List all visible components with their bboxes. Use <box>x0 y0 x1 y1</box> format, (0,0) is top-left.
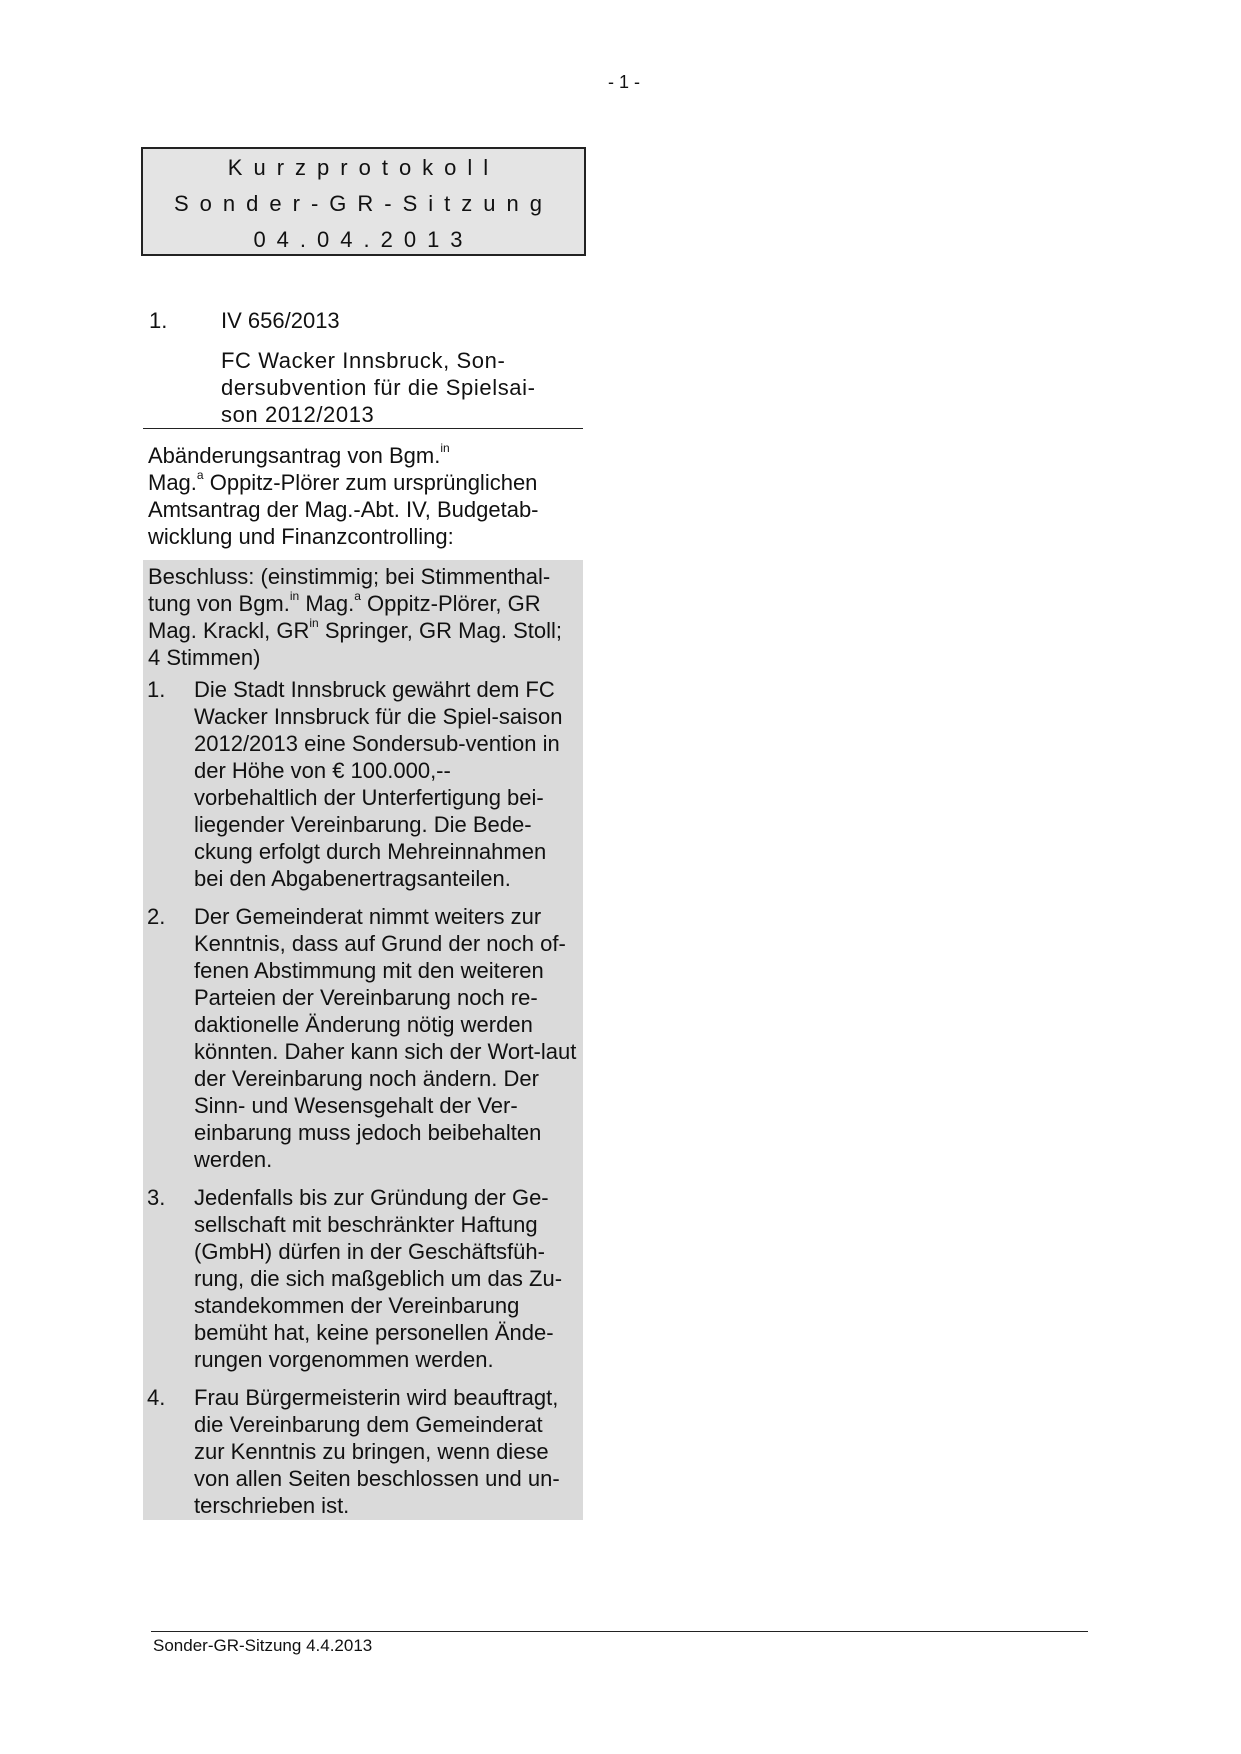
amendment-sup-1: in <box>440 440 450 455</box>
point-number: 2. <box>147 904 166 929</box>
decision-text-1: Beschluss: (einstimmig; bei Stimmenthal-tung von Bgm. <box>148 564 551 616</box>
title-line-1: Kurzprotokoll <box>227 155 500 180</box>
amendment-paragraph <box>143 442 583 550</box>
decision-text-4: Springer, GR Mag. Stoll; 4 Stimmen) <box>148 618 563 670</box>
amendment-text-2: Mag. <box>148 470 197 495</box>
amendment-text-3: Oppitz-Plörer zum ursprünglichen Amtsantrag der Mag.-Abt. IV, Budgetab-wicklung und Finanzcontrolling: <box>148 470 539 549</box>
footer-text: Sonder-GR-Sitzung 4.4.2013 <box>153 1636 373 1655</box>
decision-text-3: Oppitz-Plörer, GR Mag. Krackl, GR <box>148 591 541 643</box>
point-text: Die Stadt Innsbruck gewährt dem FC Wacker Innsbruck für die Spiel-saison 2012/2013 eine Sondersub-vention in der Höhe von € 100.000,-- vorbehaltlich der Unterfertigung bei-liegender Vereinbarung. Die Bede-ckung erfolgt durch Mehreinnahmen bei den Abgabenertragsanteilen. <box>194 677 563 891</box>
page-number: - 1 - <box>607 72 640 92</box>
title-line-2: Sonder-GR-Sitzung <box>174 191 553 216</box>
point-number: 1. <box>147 677 166 702</box>
point-number: 3. <box>147 1185 166 1210</box>
decision-sup-1: in <box>289 588 300 603</box>
amendment-sup-2: a <box>196 467 204 482</box>
point-number: 4. <box>147 1385 166 1410</box>
footer-divider <box>151 1631 1088 1632</box>
decision-sup-3: in <box>309 615 319 630</box>
point-text: Jedenfalls bis zur Gründung der Ge-sellschaft mit beschränkter Haftung (GmbH) dürfen in der Geschäftsfüh-rung, die sich maßgeblich um das Zu-standekommen der Vereinbarung bemüht hat, keine personellen Ände-rungen vorgenommen werden. <box>194 1185 563 1372</box>
title-box <box>141 147 586 256</box>
point-text: Der Gemeinderat nimmt weiters zur Kenntnis, dass auf Grund der noch of-fenen Abstimmung mit den weiteren Parteien der Vereinbarung noch re-daktionelle Änderung nötig werden könnten. Daher kann sich der Wort-laut der Vereinbarung noch ändern. Der Sinn- und Wesensgehalt der Ver-einbarung muss jedoch beibehalten werden. <box>194 904 577 1172</box>
decision-sup-2: a <box>354 588 361 603</box>
title-line-3: 04.04.2013 <box>253 227 474 252</box>
item-code: IV 656/2013 <box>221 308 340 333</box>
point-text: Frau Bürgermeisterin wird beauftragt, die Vereinbarung dem Gemeinderat zur Kenntnis zu bringen, wenn diese von allen Seiten beschlossen und un-terschrieben ist. <box>194 1385 560 1518</box>
decision-heading <box>143 563 580 671</box>
amendment-text-1: Abänderungsantrag von Bgm. <box>148 443 441 468</box>
item-number: 1. <box>149 308 168 333</box>
decision-text-2: Mag. <box>299 591 355 616</box>
item-subject: FC Wacker Innsbruck, Son-dersubvention für die Spielsai-son 2012/2013 <box>221 348 536 427</box>
item-divider <box>143 428 583 429</box>
